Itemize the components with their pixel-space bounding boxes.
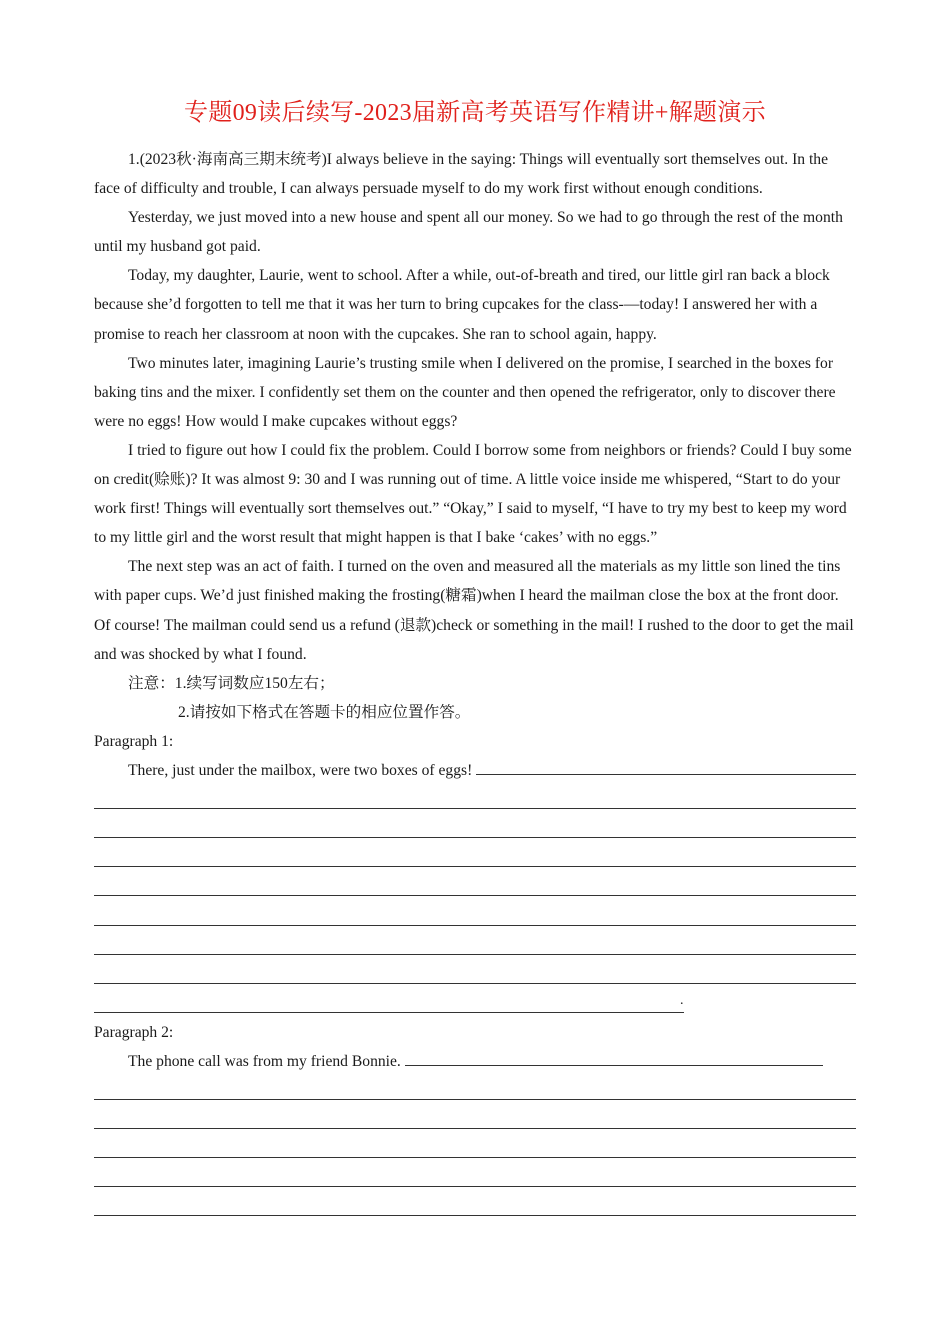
answer-blank xyxy=(476,758,856,775)
passage-paragraph: 1.(2023秋·海南高三期末统考)I always believe in the saying: Things will eventually sort themselves out. In the face of difficulty and trouble, I can always persuade myself to do my work first without enough conditions. xyxy=(94,151,829,198)
answer-line xyxy=(94,1192,856,1221)
answer-line xyxy=(94,814,856,843)
paragraph2-label: Paragraph 2: xyxy=(94,1023,174,1041)
answer-line xyxy=(94,872,856,901)
paragraph1-starter: There, just under the mailbox, were two boxes of eggs! xyxy=(128,761,473,779)
answer-line-last xyxy=(94,989,856,1018)
answer-line xyxy=(94,960,856,989)
paragraph1-starter-line xyxy=(94,756,856,785)
note-word-count: 注意：1.续写词数应150左右； xyxy=(128,674,335,692)
paragraph1-end-mark: . xyxy=(680,992,684,1008)
answer-blank xyxy=(405,1049,823,1066)
passage-paragraph: The next step was an act of faith. I turned on the oven and measured all the materials as my little son lined the tins with paper cups. We’d just finished making the frosting(糖霜)when I heard the mailman close the box at the front door. Of course! The mailman could send us a refund (退款)check or something in the mail! I rushed to the door to get the mail and was shocked by what I found. xyxy=(94,558,854,663)
answer-line xyxy=(94,1163,856,1192)
answer-line xyxy=(94,1105,856,1134)
answer-line xyxy=(94,901,856,930)
answer-line xyxy=(94,785,856,814)
passage-paragraph: Yesterday, we just moved into a new house and spent all our money. So we had to go through the rest of the month until my husband got paid. xyxy=(94,209,843,256)
passage-paragraph: Today, my daughter, Laurie, went to school. After a while, out-of-breath and tired, our little girl ran back a block because she’d forgotten to tell me that it was her turn to bring cupcakes for the class-—today! I answered her with a promise to reach her classroom at noon with the cupcakes. She ran to school again, happy. xyxy=(94,267,830,343)
paragraph2-starter: The phone call was from my friend Bonnie. xyxy=(128,1052,401,1070)
note-answer-format: 2.请按如下格式在答题卡的相应位置作答。 xyxy=(178,703,471,721)
document-body xyxy=(94,145,856,1221)
paragraph1-label: Paragraph 1: xyxy=(94,732,174,750)
answer-line xyxy=(94,843,856,872)
answer-line xyxy=(94,1134,856,1163)
passage-paragraph: Two minutes later, imagining Laurie’s trusting smile when I delivered on the promise, I searched in the boxes for baking tins and the mixer. I confidently set them on the counter and then opened the refrigerator, only to discover there were no eggs! How would I make cupcakes without eggs? xyxy=(94,354,836,430)
page-title: 专题09读后续写-2023届新高考英语写作精讲+解题演示 xyxy=(184,100,766,126)
paragraph2-starter-line xyxy=(94,1047,856,1076)
answer-line xyxy=(94,931,856,960)
answer-line xyxy=(94,1076,856,1105)
passage-paragraph: I tried to figure out how I could fix the problem. Could I borrow some from neighbors or friends? Could I buy some on credit(赊账)? It was almost 9: 30 and I was running out of time. A little voice inside me whispered, “Start to do your work first! Things will eventually sort themselves out.” “Okay,” I said to myself, “I have to try my best to keep my word to my little girl and the worst result that might happen is that I bake ‘cakes’ with no eggs.” xyxy=(94,441,852,547)
